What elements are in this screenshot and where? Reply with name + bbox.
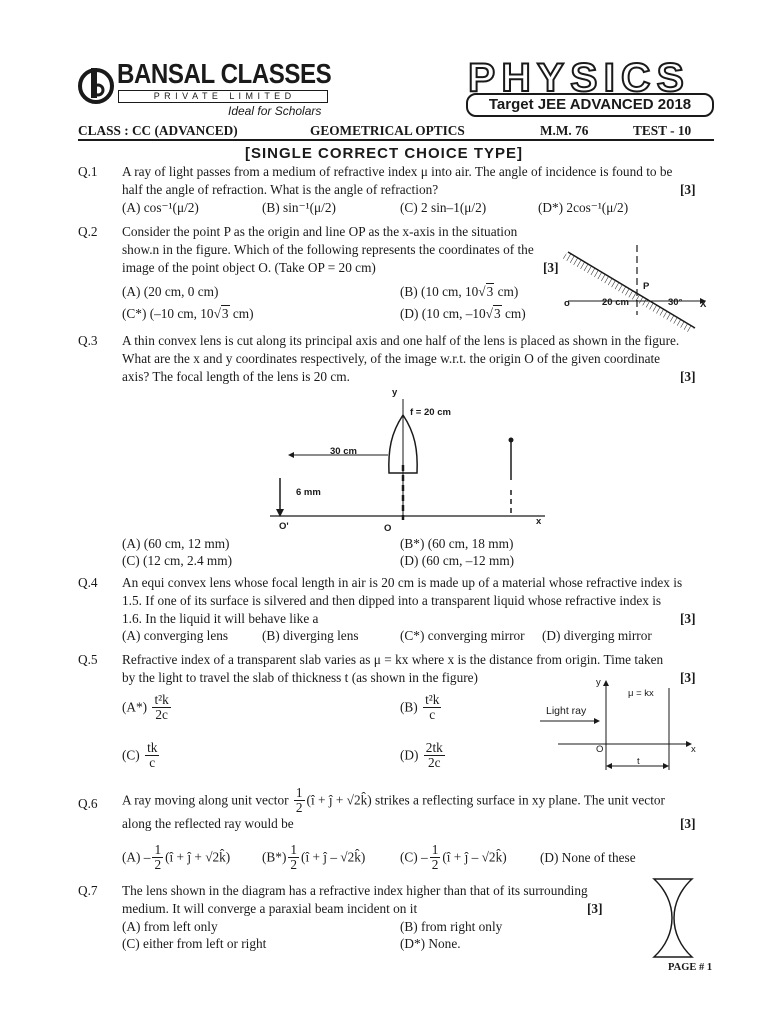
bansal-logo-icon [78,62,114,110]
question-text: Consider the point P as the origin and line OP as the x-axis in the situation [122,224,518,239]
distance-label: 20 cm [602,297,629,308]
light-ray-label: Light ray [546,705,587,717]
question-text: axis? The focal length of the lens is 20 cm. [122,369,350,384]
question-number: Q.7 [78,883,98,898]
marks: [3] [587,901,603,916]
question-text: image of the point object O. (Take OP = 20 cm) [122,260,376,275]
option-a: (A) (60 cm, 12 mm) [122,536,230,551]
y-axis-label: y [596,677,601,688]
option-a: (A) cos⁻¹(μ/2) [122,200,199,215]
question-text: 1.5. If one of its surface is silvered and then dipped into a transparent liquid whose refractive index is [122,593,662,608]
option-b: (B*) (60 cm, 18 mm) [400,536,514,551]
option-c: (C*) converging mirror [400,628,525,643]
option-b: (B) diverging lens [262,628,359,643]
point-p-label: P [643,281,650,292]
question-text: along the reflected ray would be [122,816,294,831]
option-c: (C) either from left or right [122,936,267,951]
marks: [3] [680,369,696,384]
point-o-label: o [564,298,570,309]
distance-label: 30 cm [330,446,357,457]
option-d: (D) (60 cm, –12 mm) [400,553,515,568]
arrow-head [663,763,669,769]
marks: [3] [680,182,696,197]
thickness-label: t [637,756,640,767]
x-axis-label: x [691,744,696,755]
angle-label: 30° [668,297,683,308]
option-b: (B*) $\frac{1}{2}$ (î + ĵ – √2k̂) [262,842,366,872]
x-axis-label: x [536,516,542,527]
header-rule [78,139,714,141]
slab-diagram [538,678,698,778]
mirror-hatching [562,252,695,332]
subject-title: PHYSICS [468,56,690,100]
question-number: Q.3 [78,333,98,348]
concave-lens-diagram [640,873,710,963]
question-text: Refractive index of a transparent slab varies as μ = kx where x is the distance from origin. Time taken [122,652,664,667]
arrow-head [603,680,609,686]
option-c: (C*) (–10 cm, 10√3 cm) [122,306,254,321]
brand-subtitle: P R I V A T E L I M I T E D [118,90,328,103]
refractive-index-label: μ = kx [628,688,654,699]
lens-outline [654,879,692,957]
marks: [3] [543,260,559,275]
option-b: (B) from right only [400,919,503,934]
option-c: (C) 2 sin–1(μ/2) [400,200,487,215]
test-label: TEST - 10 [633,123,692,138]
option-a: (A) converging lens [122,628,229,643]
mirror-diagram [560,240,710,330]
question-text: An equi convex lens whose focal length in air is 20 cm is made up of a material whose refractive index is [122,575,683,590]
chapter-label: GEOMETRICAL OPTICS [310,123,465,138]
image-point [509,438,514,443]
max-marks-label: M.M. 76 [540,123,589,138]
mirror-line [568,252,695,328]
question-text: A ray moving along unit vector $\frac{1}{2}$ (î + ĵ + √2k̂) strikes a reflecting surface in xy plane. The unit vector [122,785,665,815]
origin-o-label: O [384,523,392,534]
height-label: 6 mm [296,487,321,498]
question-text: A ray of light passes from a medium of refractive index μ into air. The angle of incidence is found to be [122,164,673,179]
option-d: (D) (10 cm, –10√3 cm) [400,306,526,321]
marks: [3] [680,816,696,831]
question-number: Q.6 [78,796,98,811]
option-c: (C) (12 cm, 2.4 mm) [122,553,233,568]
target-badge: Target JEE ADVANCED 2018 [466,93,714,117]
focal-length-label: f = 20 cm [410,407,451,418]
question-text: What are the x and y coordinates respectively, of the image w.r.t. the origin O of the given coordinate [122,351,661,366]
option-a: (A*) $\frac{\text{t²k}}{2c}$ [122,692,169,722]
option-d: (D) None of these [540,850,636,865]
question-text: medium. It will converge a paraxial beam incident on it [122,901,418,916]
marks: [3] [680,670,696,685]
question-number: Q.4 [78,575,98,590]
brand-tagline: Ideal for Scholars [228,104,322,118]
brand-name: BANSAL CLASSES [117,58,332,89]
x-axis-label: X [700,299,707,310]
question-text: 1.6. In the liquid it will behave like a [122,611,319,626]
class-label: CLASS : CC (ADVANCED) [78,123,238,138]
question-text: A thin convex lens is cut along its principal axis and one half of the lens is placed as shown in the figure. [122,333,680,348]
option-b: (B) $\frac{\text{t²k}}{c}$ [400,692,440,722]
question-text: show.n in the figure. Which of the following represents the coordinates of the [122,242,534,257]
question-text: The lens shown in the diagram has a refractive index higher than that of its surrounding [122,883,588,898]
origin-label: O [596,744,604,755]
option-d: (D) diverging mirror [542,628,652,643]
option-c: (C) – $\frac{1}{2}$ (î + ĵ – √2k̂) [400,842,507,872]
origin-o-prime-label: O' [279,521,289,532]
section-title: [SINGLE CORRECT CHOICE TYPE] [244,145,523,162]
half-lens-diagram [260,385,560,525]
arrow-head [606,763,612,769]
question-text: half the angle of refraction. What is the angle of refraction? [122,182,439,197]
page-number: PAGE # 1 [668,962,713,973]
option-d: (D*) None. [400,936,461,951]
marks: [3] [680,611,696,626]
question-number: Q.5 [78,652,98,667]
option-b: (B) sin⁻¹(μ/2) [262,200,336,215]
arrow-head [288,452,294,458]
option-a: (A) (20 cm, 0 cm) [122,284,219,299]
option-d: (D) $\frac{2tk}{2c}$ [400,740,443,770]
option-a: (A) from left only [122,919,218,934]
y-axis-label: y [392,387,398,398]
question-text: by the light to travel the slab of thickness t (as shown in the figure) [122,670,478,685]
question-number: Q.1 [78,164,98,179]
option-d: (D*) 2cos⁻¹(μ/2) [538,200,629,215]
option-a: (A) – $\frac{1}{2}$ (î + ĵ + √2k̂) [122,842,231,872]
arrow-head [594,718,600,724]
option-b: (B) (10 cm, 10√3 cm) [400,284,519,299]
option-c: (C) $\frac{tk}{c}$ [122,740,158,770]
question-number: Q.2 [78,224,98,239]
